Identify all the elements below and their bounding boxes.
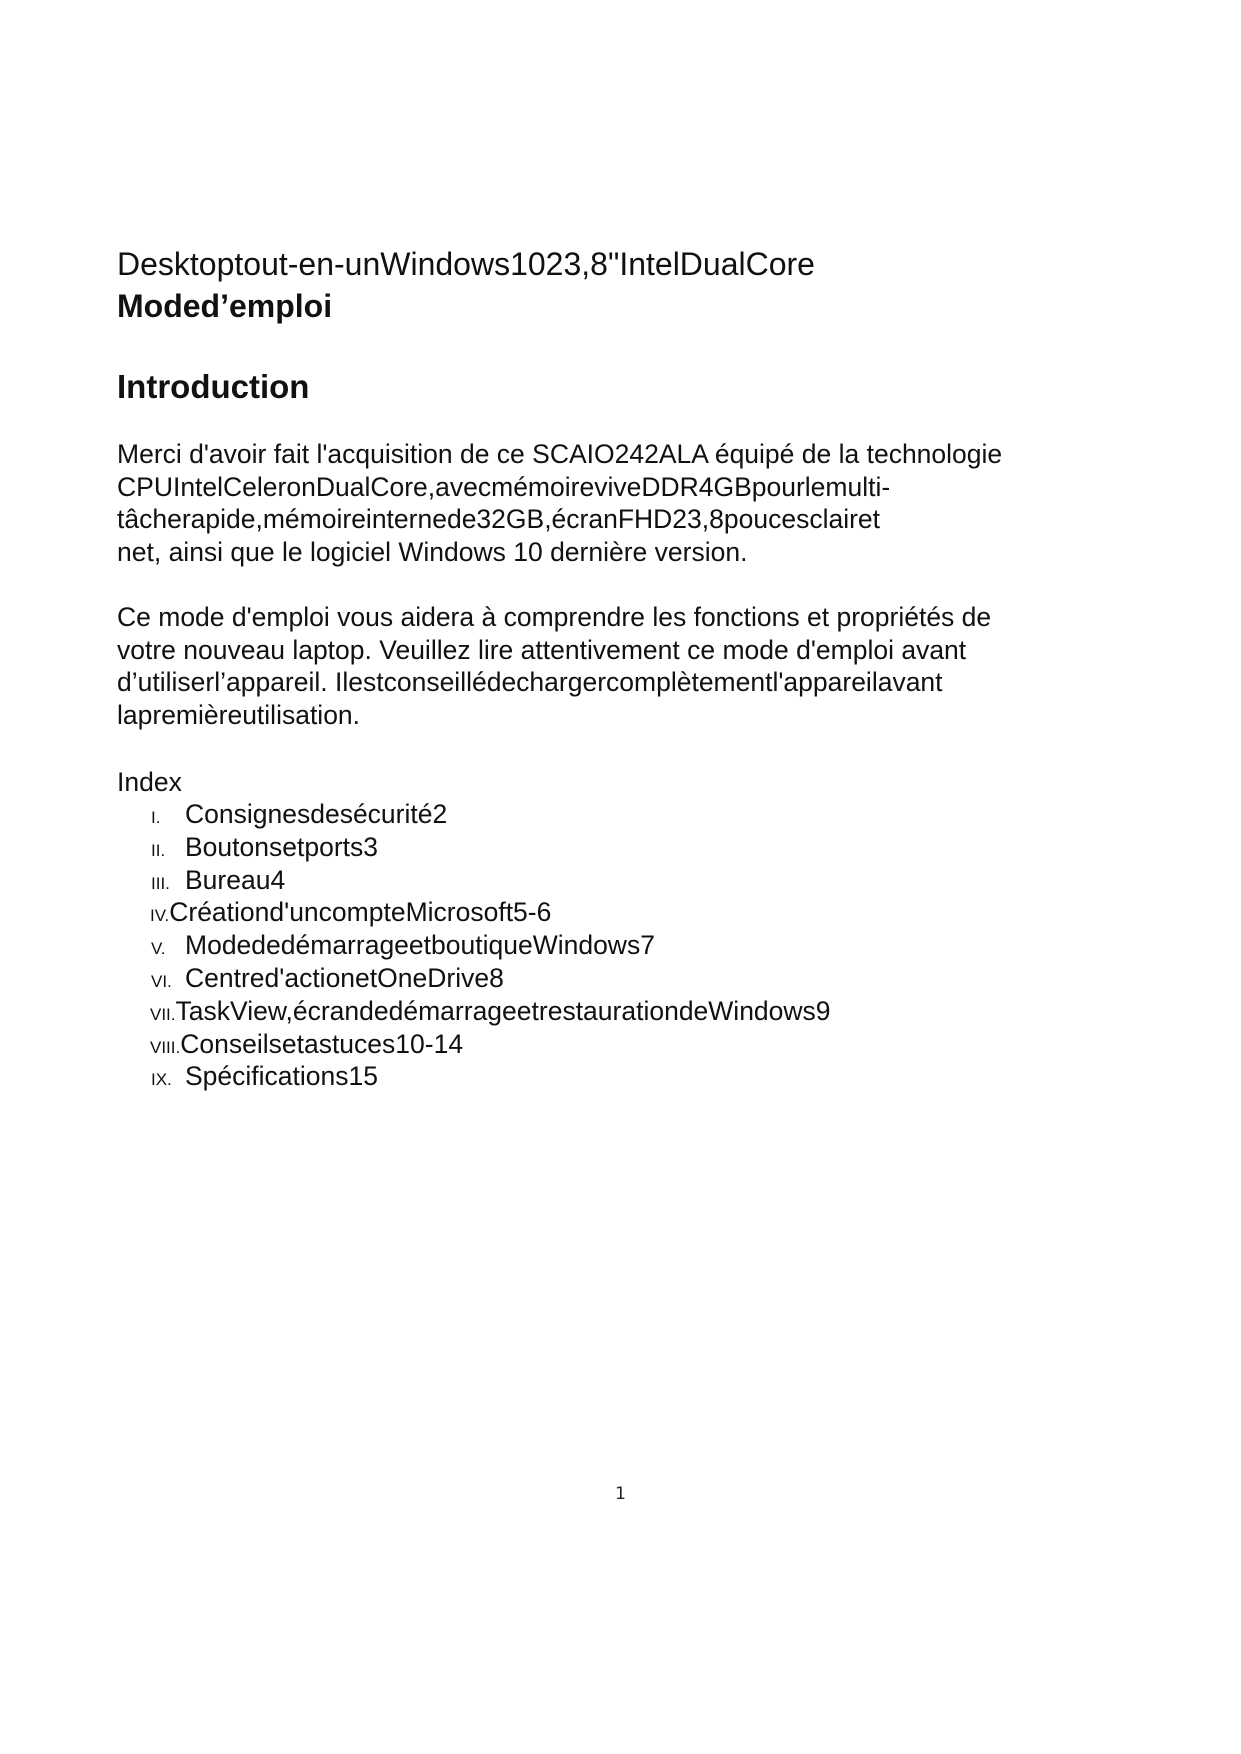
index-item-numeral: IV. bbox=[150, 906, 170, 926]
index-item bbox=[117, 798, 831, 831]
index-item-text: TaskView,écrandedémarrageetrestaurationdeWindows9 bbox=[175, 995, 831, 1026]
index-item bbox=[117, 864, 831, 897]
index-item-numeral: VII. bbox=[150, 1004, 176, 1024]
index-item-numeral: VIII. bbox=[150, 1037, 181, 1057]
index-item-text: Bureau4 bbox=[185, 864, 286, 895]
index-item bbox=[117, 896, 831, 929]
index-list bbox=[117, 798, 831, 1093]
index-item-text: Consignesdesécurité2 bbox=[185, 799, 448, 829]
intro-paragraph-line: CPUIntelCeleronDualCore,avecmémoireviveDDR4GBpourlemulti- bbox=[117, 471, 891, 502]
intro-paragraph bbox=[117, 438, 1137, 568]
index-item bbox=[117, 929, 831, 962]
index-item bbox=[117, 962, 831, 995]
index-item-numeral: IX. bbox=[151, 1070, 172, 1090]
index-item-numeral: V. bbox=[151, 939, 166, 959]
guide-paragraph-line: votre nouveau laptop. Veuillez lire attentivement ce mode d'emploi avant bbox=[117, 634, 967, 665]
index-item-text: Spécifications15 bbox=[185, 1061, 378, 1092]
document-subtitle: Moded’emploi bbox=[117, 288, 333, 324]
index-item bbox=[117, 1028, 831, 1061]
index-item-numeral: III. bbox=[151, 873, 170, 893]
index-item-numeral: II. bbox=[151, 840, 166, 860]
guide-paragraph-line: Ce mode d'emploi vous aidera à comprendre les fonctions et propriétés de bbox=[117, 602, 992, 632]
index-item-text: ModededémarrageetboutiqueWindows7 bbox=[185, 930, 655, 961]
page-number: 1 bbox=[615, 1484, 626, 1504]
guide-paragraph-line: d’utiliserl’appareil. Ilestconseillédechargercomplètementl'appareilavant bbox=[117, 667, 943, 697]
index-item-text: Conseilsetastuces10-14 bbox=[180, 1028, 464, 1059]
index-item bbox=[117, 995, 831, 1028]
guide-paragraph-line: lapremièreutilisation. bbox=[117, 699, 361, 730]
intro-paragraph-line: net, ainsi que le logiciel Windows 10 dernière version. bbox=[117, 536, 748, 567]
intro-paragraph-line: tâcherapide,mémoireinternede32GB,écranFHD23,8poucesclairet bbox=[117, 504, 881, 534]
intro-paragraph-line: Merci d'avoir fait l'acquisition de ce SCAIO242ALA équipé de la technologie bbox=[117, 439, 1003, 469]
index-item-text: Centred'actionetOneDrive8 bbox=[185, 962, 504, 993]
index-item-numeral: I. bbox=[151, 808, 161, 827]
index-label: Index bbox=[117, 767, 182, 797]
index-item-numeral: VI. bbox=[151, 971, 172, 991]
index-item bbox=[117, 1060, 831, 1093]
guide-paragraph bbox=[117, 601, 1137, 731]
document-title: Desktoptout-en-unWindows1023,8"IntelDualCore bbox=[117, 246, 815, 282]
index-item-text: Créationd'uncompteMicrosoft5-6 bbox=[169, 897, 552, 928]
index-item bbox=[117, 831, 831, 864]
section-heading-introduction: Introduction bbox=[117, 368, 310, 405]
index-item-text: Boutonsetports3 bbox=[185, 831, 378, 862]
